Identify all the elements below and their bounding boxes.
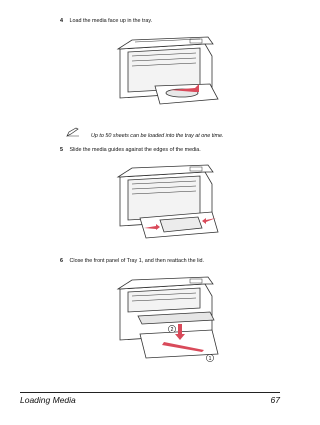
media-guides-figure (100, 162, 220, 244)
note-pencil-icon (66, 127, 80, 137)
footer-title: Loading Media (20, 395, 76, 405)
step-number: 6 (60, 258, 63, 264)
page-number: 67 (270, 395, 280, 405)
step-number: 4 (60, 18, 63, 24)
step-4 (60, 18, 152, 25)
step-6 (60, 258, 204, 265)
printer-loading-media-figure (100, 34, 220, 116)
callout-2-label: 2 (170, 327, 174, 333)
step-text: Slide the media guides against the edges of the media. (69, 147, 201, 153)
callout-1-label: 1 (208, 356, 212, 362)
step-text: Load the media face up in the tray. (69, 18, 153, 24)
footer-rule (20, 392, 280, 393)
step-number: 5 (60, 147, 63, 153)
close-panel-figure (100, 274, 220, 366)
note-text: Up to 50 sheets can be loaded into the tray at one time. (91, 133, 224, 139)
step-text: Close the front panel of Tray 1, and then reattach the lid. (69, 258, 205, 264)
printer-front-panel (128, 288, 200, 312)
step-5 (60, 147, 201, 154)
